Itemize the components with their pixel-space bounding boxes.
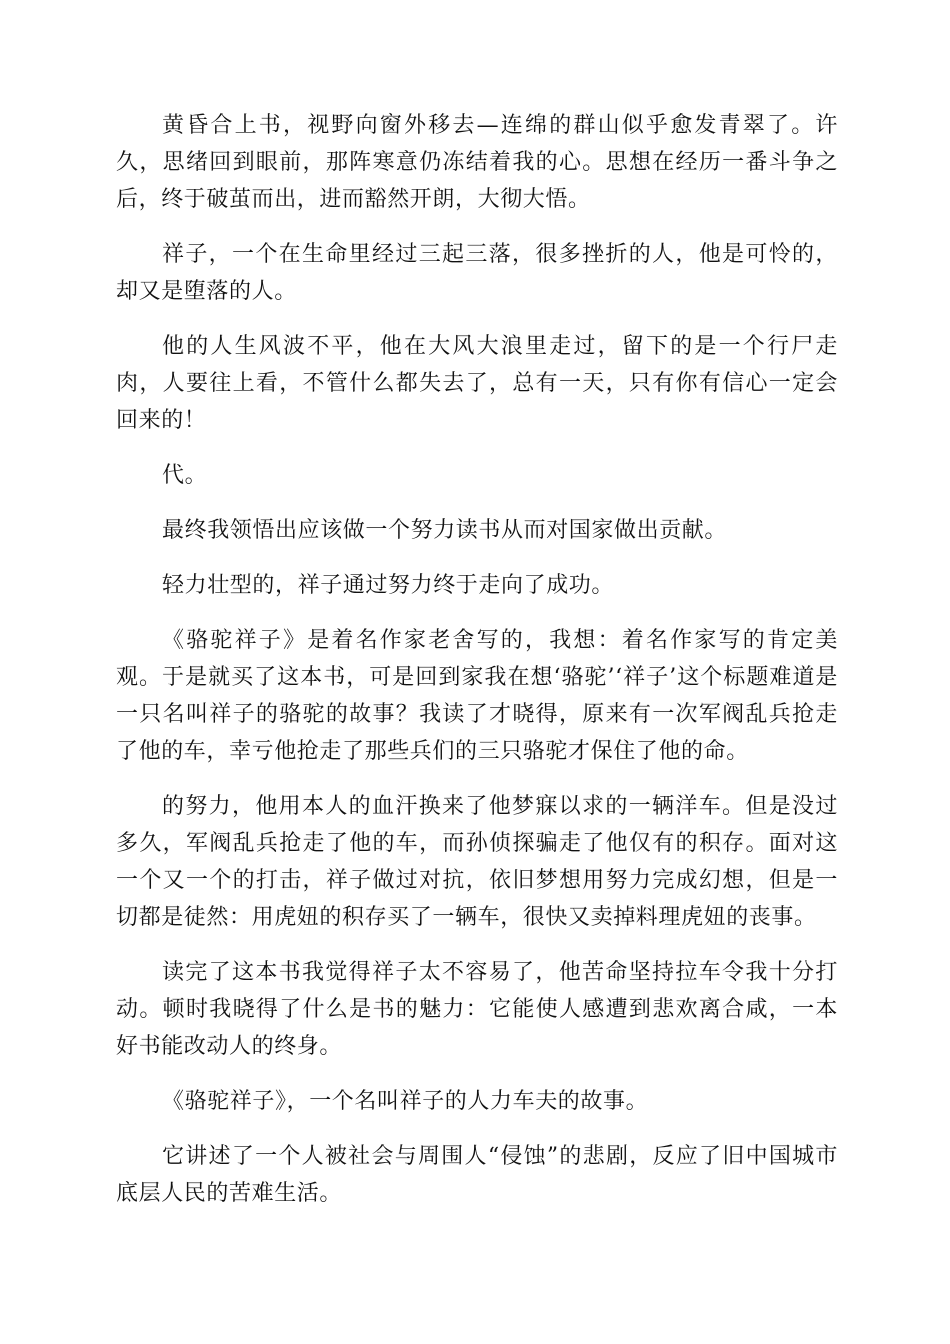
paragraph: 祥子，一个在生命里经过三起三落，很多挫折的人，他是可怜的，却又是堕落的人。 (116, 242, 838, 304)
paragraph: 它讲述了一个人被社会与周围人“侵蚀”的悲剧，反应了旧中国城市底层人民的苦难生活。 (116, 1144, 838, 1206)
paragraph: 的努力，他用本人的血汗换来了他梦寐以求的一辆洋车。但是没过多久，军阀乱兵抢走了他的车，而孙侦探骗走了他仅有的积存。面对这一个又一个的打击，祥子做过对抗，依旧梦想用努力完成幻想，但是一切都是徒然：用虎妞的积存买了一辆车，很快又卖掉料理虎妞的丧事。 (116, 794, 838, 930)
paragraph: 黄昏合上书，视野向窗外移去—连绵的群山似乎愈发青翠了。许久，思绪回到眼前，那阵寒意仍冻结着我的心。思想在经历一番斗争之后，终于破茧而出，进而豁然开朗，大彻大悟。 (116, 113, 838, 212)
paragraph: 《骆驼祥子》，一个名叫祥子的人力车夫的故事。 (162, 1089, 649, 1114)
paragraph: 他的人生风波不平，他在大风大浪里走过，留下的是一个行尸走肉，人要往上看，不管什么都失去了，总有一天，只有你有信心一定会回来的！ (116, 334, 838, 433)
paragraph: 《骆驼祥子》是着名作家老舍写的，我想：着名作家写的肯定美观。于是就买了这本书，可是回到家我在想‘骆驼’‘祥子’这个标题难道是一只名叫祥子的骆驼的故事？我读了才晓得，原来有一次军阀乱兵抢走了他的车，幸亏他抢走了那些兵们的三只骆驼才保住了他的命。 (116, 628, 838, 764)
paragraph: 读完了这本书我觉得祥子太不容易了，他苦命坚持拉车令我十分打动。顿时我晓得了什么是书的魅力：它能使人感遭到悲欢离合咸，一本好书能改动人的终身。 (116, 960, 838, 1059)
paragraph: 轻力壮型的，祥子通过努力终于走向了成功。 (162, 573, 615, 598)
document-body (116, 107, 838, 1230)
paragraph: 最终我领悟出应该做一个努力读书从而对国家做出贡献。 (162, 518, 728, 543)
paragraph: 代。 (162, 463, 208, 488)
